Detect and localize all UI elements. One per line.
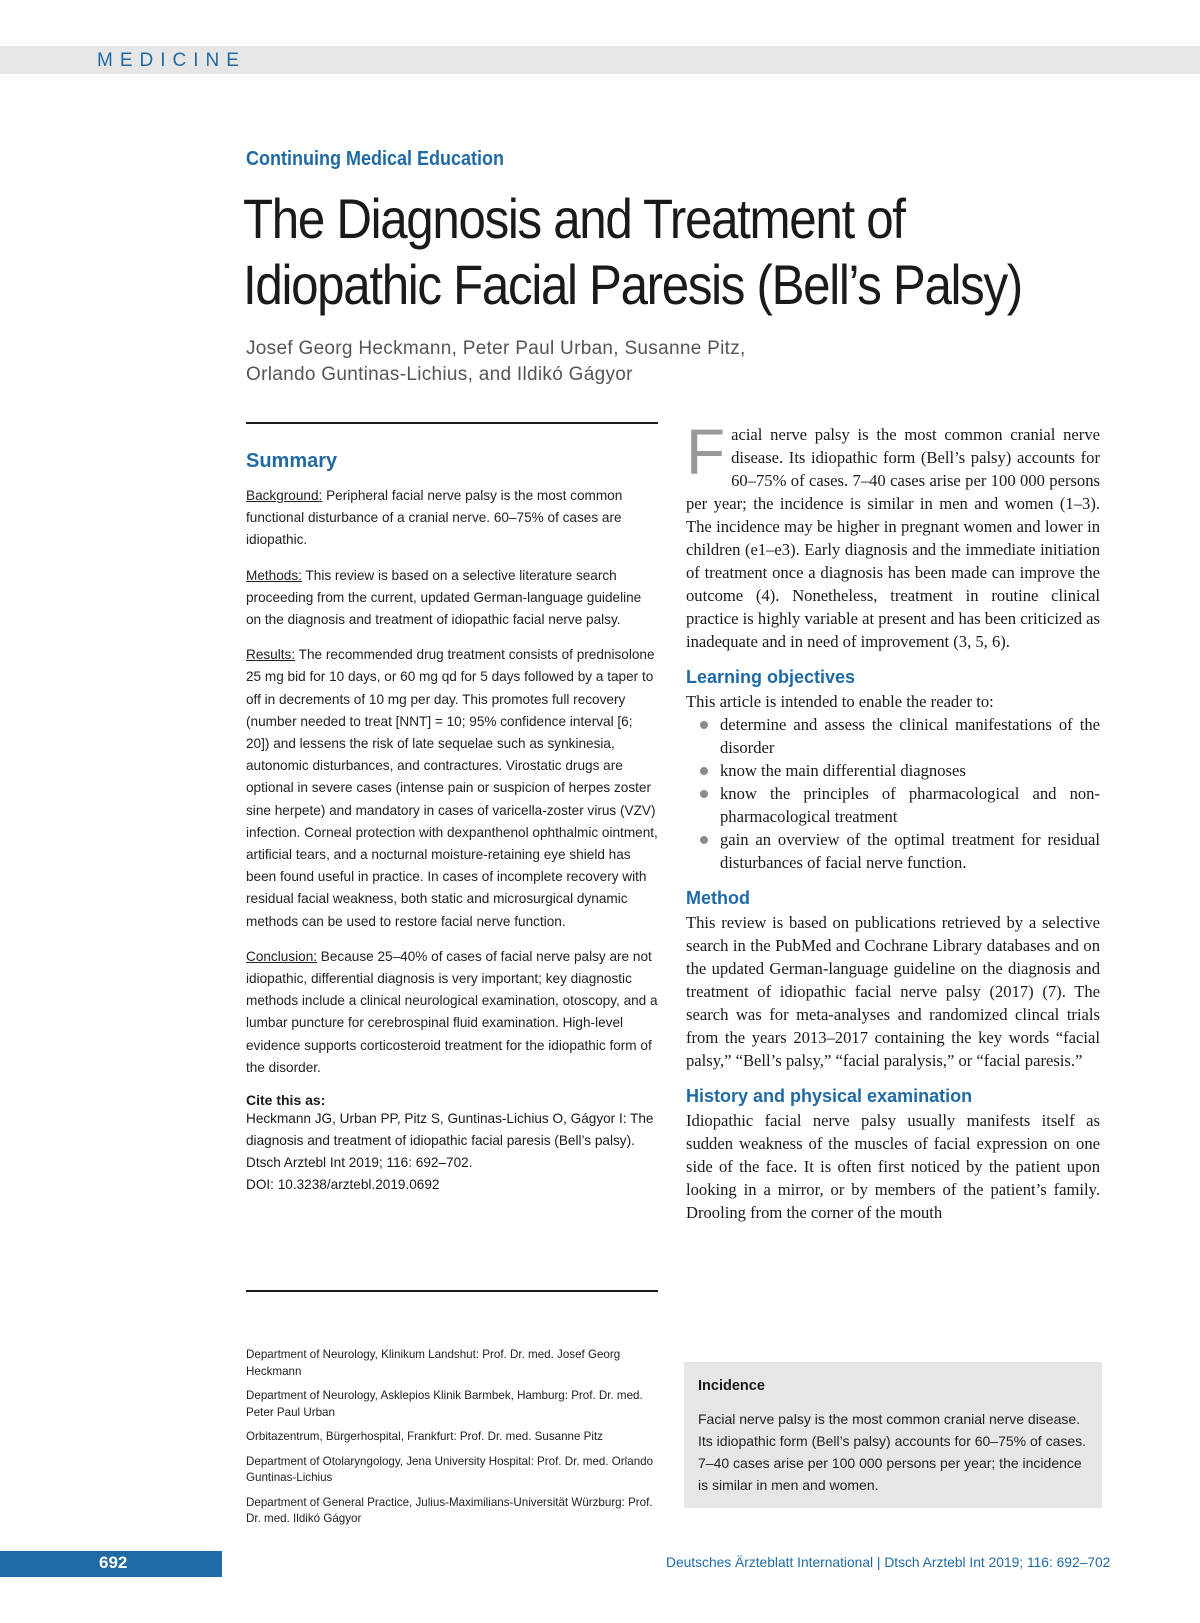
affiliation-item: Department of Neurology, Klinikum Landshut: Prof. Dr. med. Josef Georg Heckmann: [246, 1348, 621, 1378]
article-title: [243, 186, 1035, 318]
cite-text: Heckmann JG, Urban PP, Pitz S, Guntinas-Lichius O, Gágyor I: The diagnosis and treatment of idiopathic facial paresis (Bell’s palsy). Dtsch Arztebl Int 2019; 116: 692–702.: [246, 1111, 654, 1171]
list-item: [720, 759, 1100, 782]
summary-box: [246, 440, 658, 1196]
method-heading: Method: [686, 888, 750, 908]
list-item: [720, 828, 1100, 874]
title-line-1: The Diagnosis and Treatment of: [243, 187, 905, 250]
objectives-heading: Learning objectives: [686, 667, 856, 687]
objective-text: know the principles of pharmacological and non-pharmacological treatment: [720, 784, 1100, 826]
objective-text: determine and assess the clinical manifestations of the disorder: [720, 715, 1100, 757]
author-list: [246, 336, 946, 388]
intro-paragraph: [686, 416, 1100, 653]
section-label: MEDICINE: [97, 50, 246, 71]
series-label: Continuing Medical Education: [246, 148, 505, 170]
background-text: Peripheral facial nerve palsy is the most common functional disturbance of a cranial nerve. 60–75% of cases are idiopathic.: [246, 488, 623, 548]
affiliations: [246, 1347, 658, 1536]
drop-cap: F: [686, 416, 726, 488]
objectives-list: [686, 713, 1100, 874]
title-line-2: Idiopathic Facial Paresis (Bell’s Palsy): [243, 253, 1022, 316]
authors-line-2: Orlando Guntinas-Lichius, and Ildikó Gágyor: [246, 364, 633, 385]
bullet-icon: [700, 836, 708, 844]
incidence-sidebar-box: [684, 1362, 1102, 1508]
objectives-lead: This article is intended to enable the reader to:: [686, 692, 994, 711]
intro-text: acial nerve palsy is the most common cranial nerve disease. Its idiopathic form (Bell’s palsy) accounts for 60–75% of cases. 7–40 cases arise per 100 000 persons per year; the incidence is similar in men and women (1–3). The incidence may be higher in pregnant women and lower in children (e1–e3). Early diagnosis and the immediate initiation of treatment once a diagnosis has been made can improve the outcome (4). Nonetheless, treatment in routine clinical practice is highly variable at present and has been criticized as inadequate and in need of improvement (3, 5, 6).: [686, 425, 1100, 651]
methods-text: This review is based on a selective literature search proceeding from the current, updated German-language guideline on the diagnosis and treatment of idiopathic facial nerve palsy.: [246, 567, 642, 628]
summary-bottom-rule: [246, 1290, 658, 1292]
affiliation-item: Department of Otolaryngology, Jena University Hospital: Prof. Dr. med. Orlando Guntinas-Lichius: [246, 1454, 654, 1484]
summary-results: [246, 644, 658, 933]
summary-top-rule: [246, 422, 658, 424]
summary-background: [246, 485, 658, 552]
background-label: Background:: [246, 488, 323, 503]
affiliation-item: Department of Neurology, Asklepios Klinik Barmbek, Hamburg: Prof. Dr. med. Peter Paul Urban: [246, 1389, 643, 1419]
incidence-text: Facial nerve palsy is the most common cranial nerve disease. Its idiopathic form (Bell’s palsy) accounts for 60–75% of cases. 7–40 cases arise per 100 000 persons per year; the incidence is similar in men and women.: [698, 1411, 1087, 1493]
affiliation-item: Orbitazentrum, Bürgerhospital, Frankfurt: Prof. Dr. med. Susanne Pitz: [246, 1430, 603, 1443]
list-item: [720, 782, 1100, 828]
method-paragraph: This review is based on publications retrieved by a selective search in the PubMed and Cochrane Library databases and on the updated German-language guideline on the diagnosis and treatment of idiopathic facial nerve palsy (2017) (7). The search was for meta-analyses and randomized clincal trials from the years 2013–2017 containing the key words “facial palsy,” “Bell’s palsy,” “facial paralysis,” or “facial paresis.”: [686, 913, 1100, 1070]
methods-label: Methods:: [246, 567, 302, 583]
history-heading: History and physical examination: [686, 1086, 973, 1106]
summary-methods: [246, 565, 658, 632]
conclusion-label: Conclusion:: [246, 948, 318, 964]
history-paragraph: Idiopathic facial nerve palsy usually manifests itself as sudden weakness of the muscles of facial expression on one side of the face. It is often first noticed by the patient upon looking in a mirror, or by members of the patient’s family. Drooling from the corner of the mouth: [686, 1111, 1100, 1222]
bullet-icon: [700, 790, 708, 798]
summary-heading: Summary: [246, 450, 338, 472]
results-label: Results:: [246, 647, 296, 663]
summary-conclusion: [246, 946, 658, 1079]
affiliation-item: Department of General Practice, Julius-Maximilians-Universität Würzburg: Prof. Dr. med. Ildikó Gágyor: [246, 1495, 653, 1525]
objective-text: know the main differential diagnoses: [720, 761, 966, 780]
results-text: The recommended drug treatment consists of prednisolone 25 mg bid for 10 days, or 60 mg qd for 5 days followed by a taper to off in decrements of 10 mg per day. This promotes full recovery (number needed to treat [NNT] = 10; 95% confidence interval [6; 20]) and lessens the risk of late sequelae such as synkinesia, autonomic disturbances, and contractures. Virostatic drugs are optional in severe cases (intense pain or suspicion of herpes zoster sine herpete) and mandatory in cases of varicella-zoster virus (VZV) infection. Corneal protection with dexpanthenol ophthalmic ointment, artificial tears, and a nocturnal moisture-retaining eye shield has been found useful in practice. In cases of incomplete recovery with residual facial weakness, both static and microsurgical dynamic methods can be used to restore facial nerve function.: [246, 647, 658, 929]
incidence-title: Incidence: [698, 1378, 765, 1394]
body-column: [686, 416, 1100, 1224]
cite-heading: Cite this as:: [246, 1092, 326, 1109]
page-number: 692: [99, 1553, 128, 1572]
cite-doi[interactable]: DOI: 10.3238/arztebl.2019.0692: [246, 1177, 440, 1193]
objective-text: gain an overview of the optimal treatment for residual disturbances of facial nerve function.: [720, 830, 1100, 872]
bullet-icon: [700, 721, 708, 729]
list-item: [720, 713, 1100, 759]
authors-line-1: Josef Georg Heckmann, Peter Paul Urban, Susanne Pitz,: [246, 338, 746, 359]
bullet-icon: [700, 767, 708, 775]
conclusion-text: Because 25–40% of cases of facial nerve palsy are not idiopathic, differential diagnosis is very important; key diagnostic methods include a clinical neurological examination, otoscopy, and a lumbar puncture for cerebrospinal fluid examination. High-level evidence supports corticosteroid treatment for the idiopathic form of the disorder.: [246, 948, 658, 1075]
journal-footer: Deutsches Ärzteblatt International | Dtsch Arztebl Int 2019; 116: 692–702: [666, 1555, 1111, 1570]
